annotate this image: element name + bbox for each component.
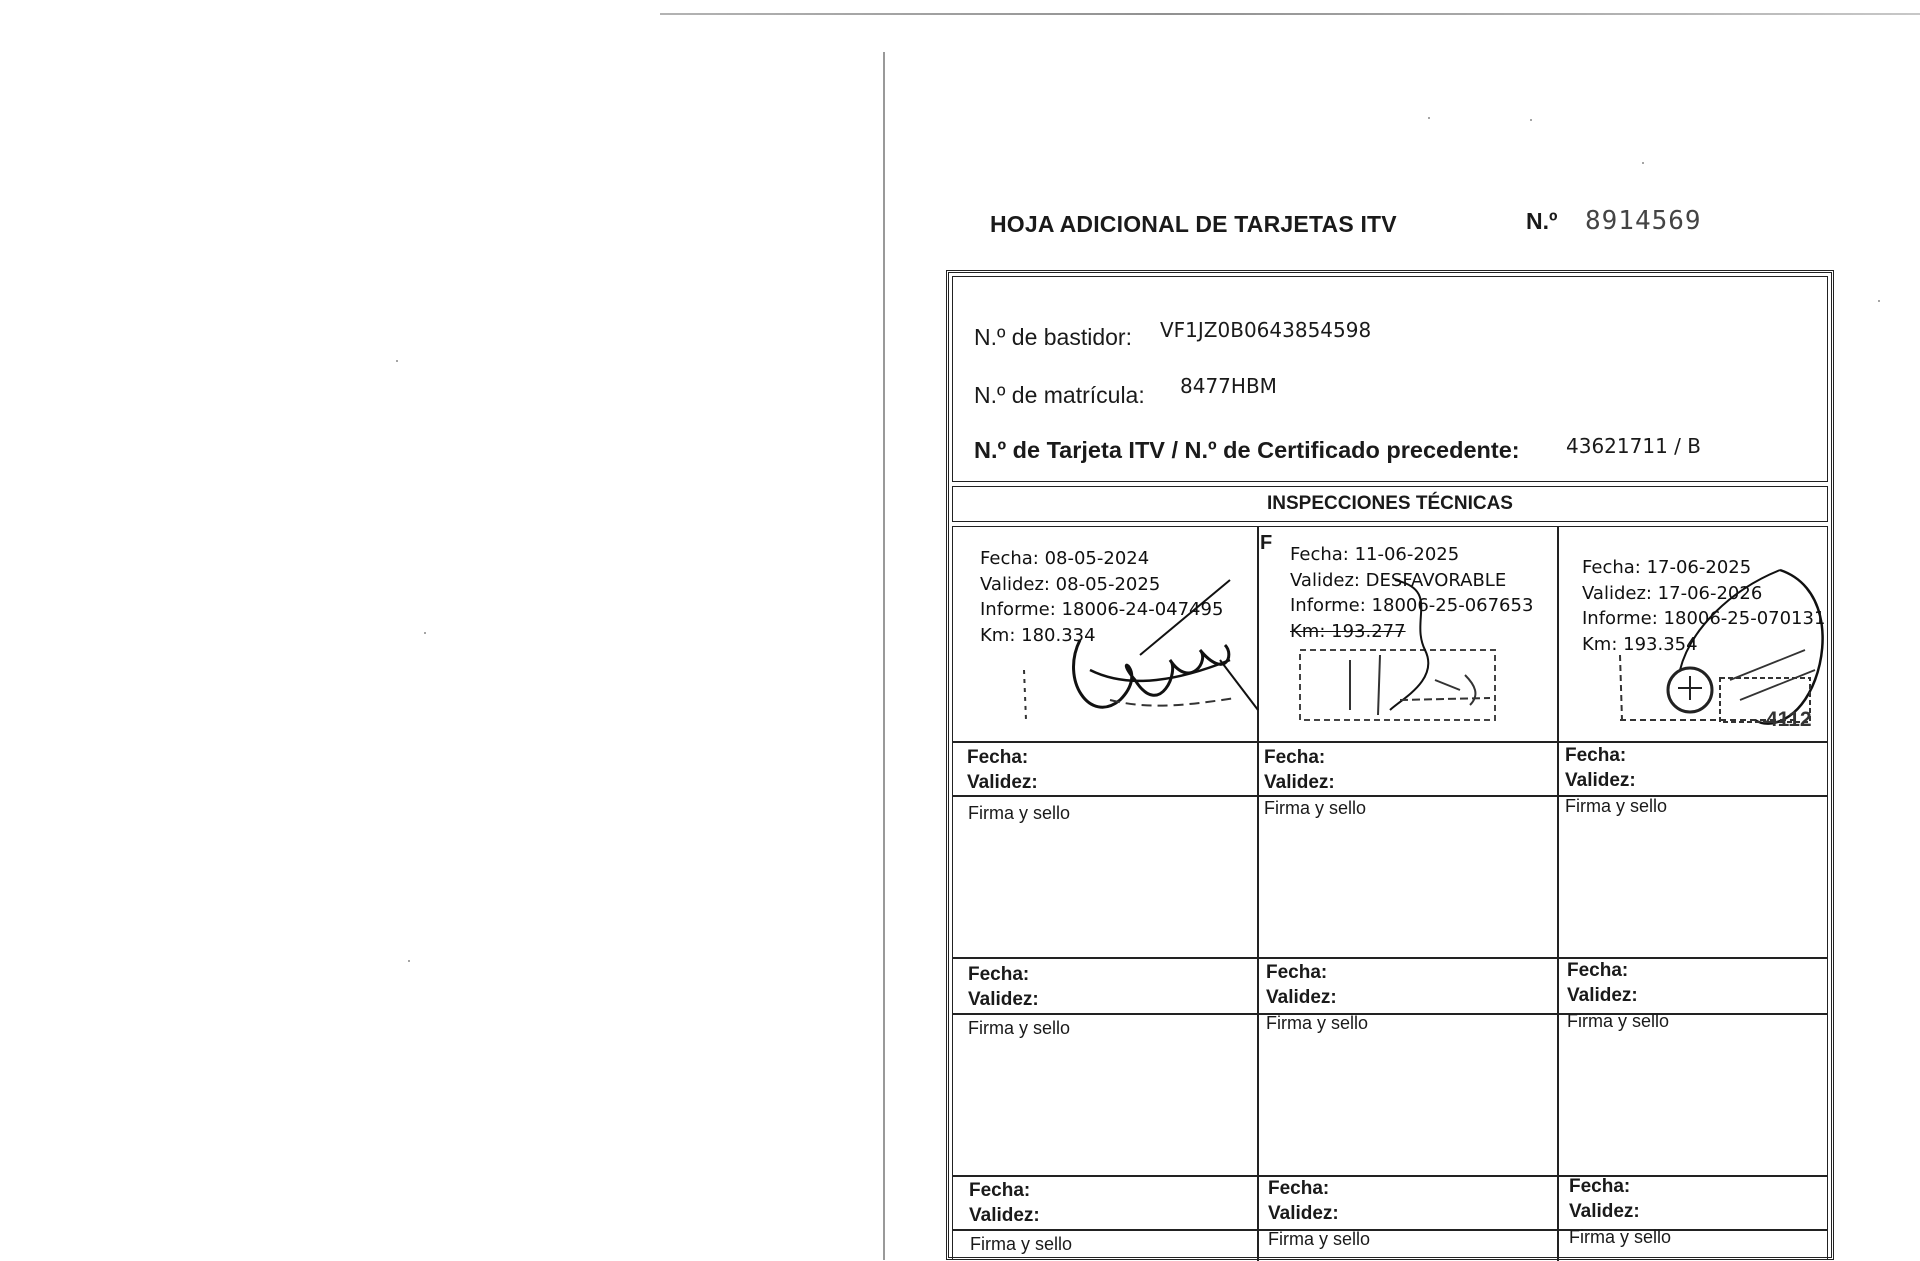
matricula-value: 8477HBM (1180, 374, 1277, 398)
fecha-label: Fecha: (969, 1180, 1031, 1201)
matricula-label: N.º de matrícula: (974, 382, 1145, 408)
bastidor-value: VF1JZ0B0643854598 (1160, 318, 1372, 342)
inspection-km: Km: 180.334 (980, 624, 1096, 646)
grid-divider (953, 1175, 1827, 1177)
validez-label: Validez: (1569, 1201, 1640, 1222)
inspection-km: Km: 193.277 (1290, 620, 1406, 642)
inspection-fecha: Fecha: 17-06-2025 (1582, 557, 1752, 578)
firma-label: Firma y sello (1268, 1229, 1371, 1249)
validez-label: Validez: (968, 989, 1039, 1010)
firma-label: Firma y sello (1565, 796, 1668, 816)
empty-entry-labels (969, 1178, 1040, 1228)
grid-divider (1557, 527, 1559, 1261)
validez-label: Validez: (1268, 1203, 1339, 1224)
empty-entry-labels (1567, 958, 1638, 1008)
scan-speck (1428, 117, 1430, 119)
inspection-km: Km: 193.354 (1582, 633, 1698, 655)
validez-label: Validez: (1264, 772, 1335, 793)
scan-speck (424, 632, 426, 634)
fecha-label: Fecha: (1266, 962, 1328, 983)
validez-label: Validez: (969, 1205, 1040, 1226)
fecha-label: Fecha: (967, 747, 1029, 768)
firma-label: Firma y sello (1569, 1227, 1672, 1247)
empty-entry-labels (1266, 960, 1337, 1010)
scan-speck (1642, 162, 1644, 164)
grid-divider (953, 795, 1827, 797)
firma-label: Firma y sello (1264, 798, 1367, 818)
document-number-label: N.º (1526, 208, 1558, 234)
fecha-label: Fecha: (1264, 747, 1326, 768)
scan-speck (1878, 300, 1880, 302)
firma-label: Firma y sello (1266, 1013, 1369, 1033)
inspecciones-header: INSPECCIONES TÉCNICAS (952, 486, 1828, 522)
overprint-fragment: F (1260, 532, 1273, 554)
inspection-informe: Informe: 18006-25-067653 (1290, 595, 1534, 616)
fecha-label: Fecha: (1569, 1176, 1631, 1197)
empty-entry-labels (1264, 745, 1335, 795)
grid-divider (953, 1229, 1827, 1231)
bastidor-label: N.º de bastidor: (974, 324, 1132, 350)
fecha-label: Fecha: (968, 964, 1030, 985)
firma-label: Firma y sello (1567, 1011, 1670, 1031)
document-number: 8914569 (1585, 206, 1702, 236)
signature-2 (1290, 560, 1510, 730)
tarjeta-label: N.º de Tarjeta ITV / N.º de Certificado precedente: (974, 437, 1520, 463)
validez-label: Validez: (1565, 770, 1636, 791)
inspection-informe: Informe: 18006-25-070131 (1582, 608, 1826, 629)
inspection-validez: Validez: 08-05-2025 (980, 573, 1161, 595)
inspection-validez: Validez: 17-06-2026 (1582, 582, 1763, 604)
firma-label: Firma y sello (970, 1234, 1073, 1254)
scan-speck (1530, 119, 1532, 121)
signature-1 (1020, 560, 1260, 730)
fecha-label: Fecha: (1268, 1178, 1330, 1199)
inspection-validez: Validez: DESFAVORABLE (1290, 569, 1507, 591)
inspection-informe: Informe: 18006-24-047495 (980, 599, 1224, 620)
empty-entry-labels (1569, 1174, 1640, 1224)
scan-edge-top (660, 13, 1920, 15)
validez-label: Validez: (967, 772, 1038, 793)
tarjeta-value: 43621711 / B (1566, 434, 1701, 458)
firma-label: Firma y sello (968, 1018, 1071, 1038)
empty-entry-labels (968, 962, 1039, 1012)
grid-divider (953, 1013, 1827, 1015)
empty-entry-labels (1565, 743, 1636, 793)
empty-entry-labels (967, 745, 1038, 795)
fecha-label: Fecha: (1567, 960, 1629, 981)
scan-edge-left (883, 52, 885, 1260)
stamp-number: 4112 (1766, 708, 1812, 731)
scan-speck (408, 960, 410, 962)
fecha-label: Fecha: (1565, 745, 1627, 766)
scan-speck (396, 360, 398, 362)
inspection-fecha: Fecha: 08-05-2024 (980, 548, 1150, 569)
grid-divider (953, 957, 1827, 959)
firma-label: Firma y sello (968, 803, 1071, 823)
document-title: HOJA ADICIONAL DE TARJETAS ITV (990, 211, 1397, 237)
empty-entry-labels (1268, 1176, 1339, 1226)
validez-label: Validez: (1266, 987, 1337, 1008)
grid-divider (953, 741, 1827, 743)
inspection-fecha: Fecha: 11-06-2025 (1290, 544, 1460, 565)
validez-label: Validez: (1567, 985, 1638, 1006)
